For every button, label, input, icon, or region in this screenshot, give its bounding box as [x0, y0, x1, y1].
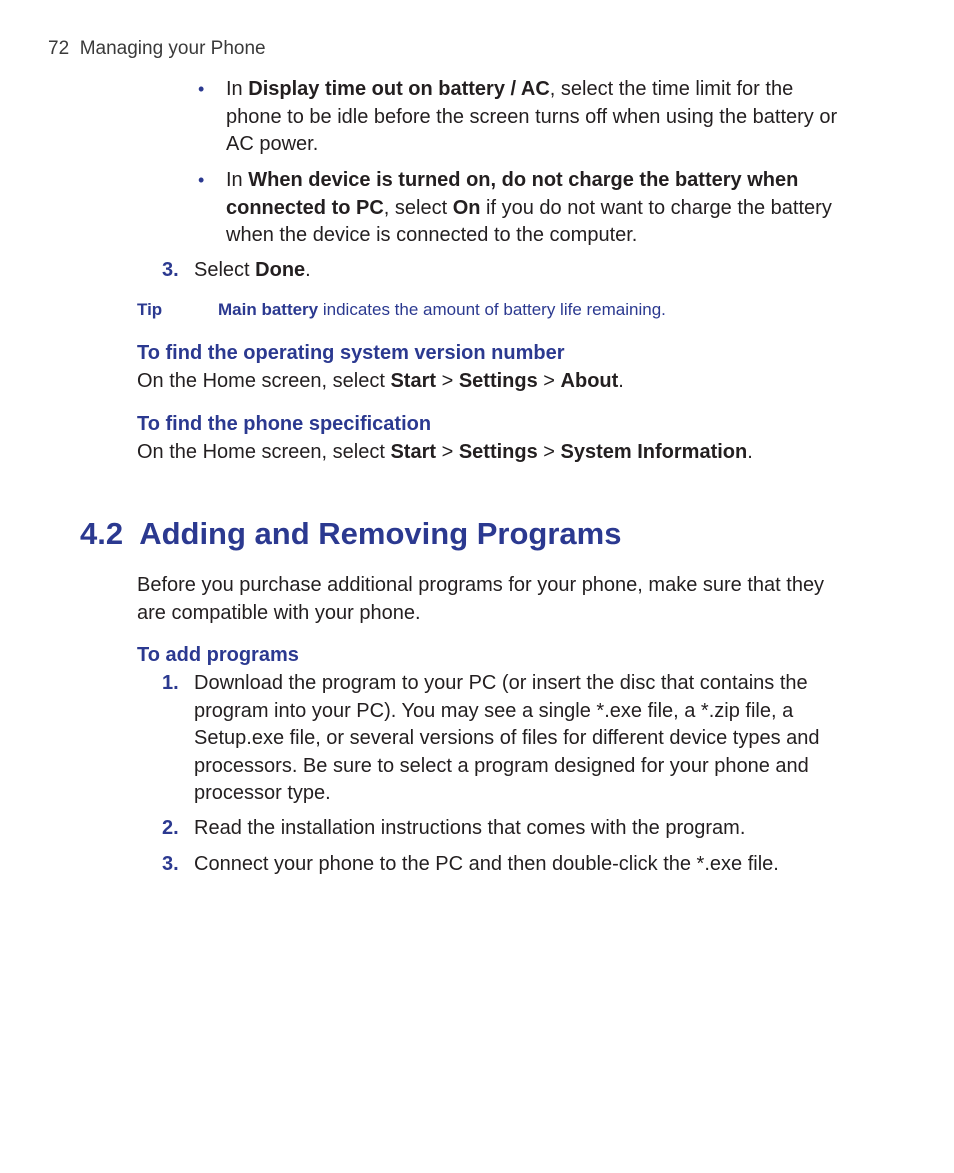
- add-programs-heading: To add programs: [137, 644, 299, 666]
- step-select-done: 3. Select Done.: [194, 257, 311, 285]
- bullet-icon: •: [198, 170, 205, 190]
- os-version-instructions: On the Home screen, select Start > Settings > About.: [137, 370, 624, 392]
- phone-spec-heading: To find the phone specification: [137, 413, 432, 435]
- setting-name: Display time out on battery / AC: [248, 78, 550, 100]
- section-intro: Before you purchase additional programs for your phone, make sure that they are compatible with your phone.: [137, 574, 825, 624]
- page-number: 72: [48, 38, 70, 59]
- bullet-icon: •: [198, 79, 205, 99]
- section-number: 4.2: [80, 516, 124, 551]
- bullet-charge-setting: • In When device is turned on, do not charge the battery when connected to PC, select On if you do not want to charge the battery when the device is connected to the computer.: [198, 169, 832, 246]
- section-title: Adding and Removing Programs: [139, 516, 622, 551]
- step-number: 3.: [162, 853, 179, 875]
- step-number: 1.: [162, 672, 179, 694]
- add-step-3: 3. Connect your phone to the PC and then double-click the *.exe file.: [194, 851, 859, 879]
- step-number: 3.: [162, 259, 179, 281]
- header-section: Managing your Phone: [79, 38, 266, 59]
- bullet-display-timeout: • In Display time out on battery / AC, select the time limit for the phone to be idle before the screen turns off when using the battery or AC power.: [198, 78, 838, 155]
- tip-label: Tip: [137, 300, 163, 319]
- setting-name: When device is turned on, do not charge the battery when connected to PC: [226, 169, 799, 219]
- tip-text: Main battery indicates the amount of battery life remaining.: [218, 300, 666, 319]
- running-header: [48, 38, 266, 60]
- os-version-heading: To find the operating system version number: [137, 342, 565, 364]
- add-step-1: 1. Download the program to your PC (or insert the disc that contains the program into your PC). You may see a single *.exe file, a *.zip file, a Setup.exe file, or several versions of files for different device types and processors. Be sure to select a program designed for your phone and processor type.: [162, 672, 820, 804]
- phone-spec-instructions: On the Home screen, select Start > Settings > System Information.: [137, 441, 753, 463]
- add-step-2: 2. Read the installation instructions that comes with the program.: [194, 815, 859, 843]
- step-number: 2.: [162, 817, 179, 839]
- section-heading: [80, 516, 621, 552]
